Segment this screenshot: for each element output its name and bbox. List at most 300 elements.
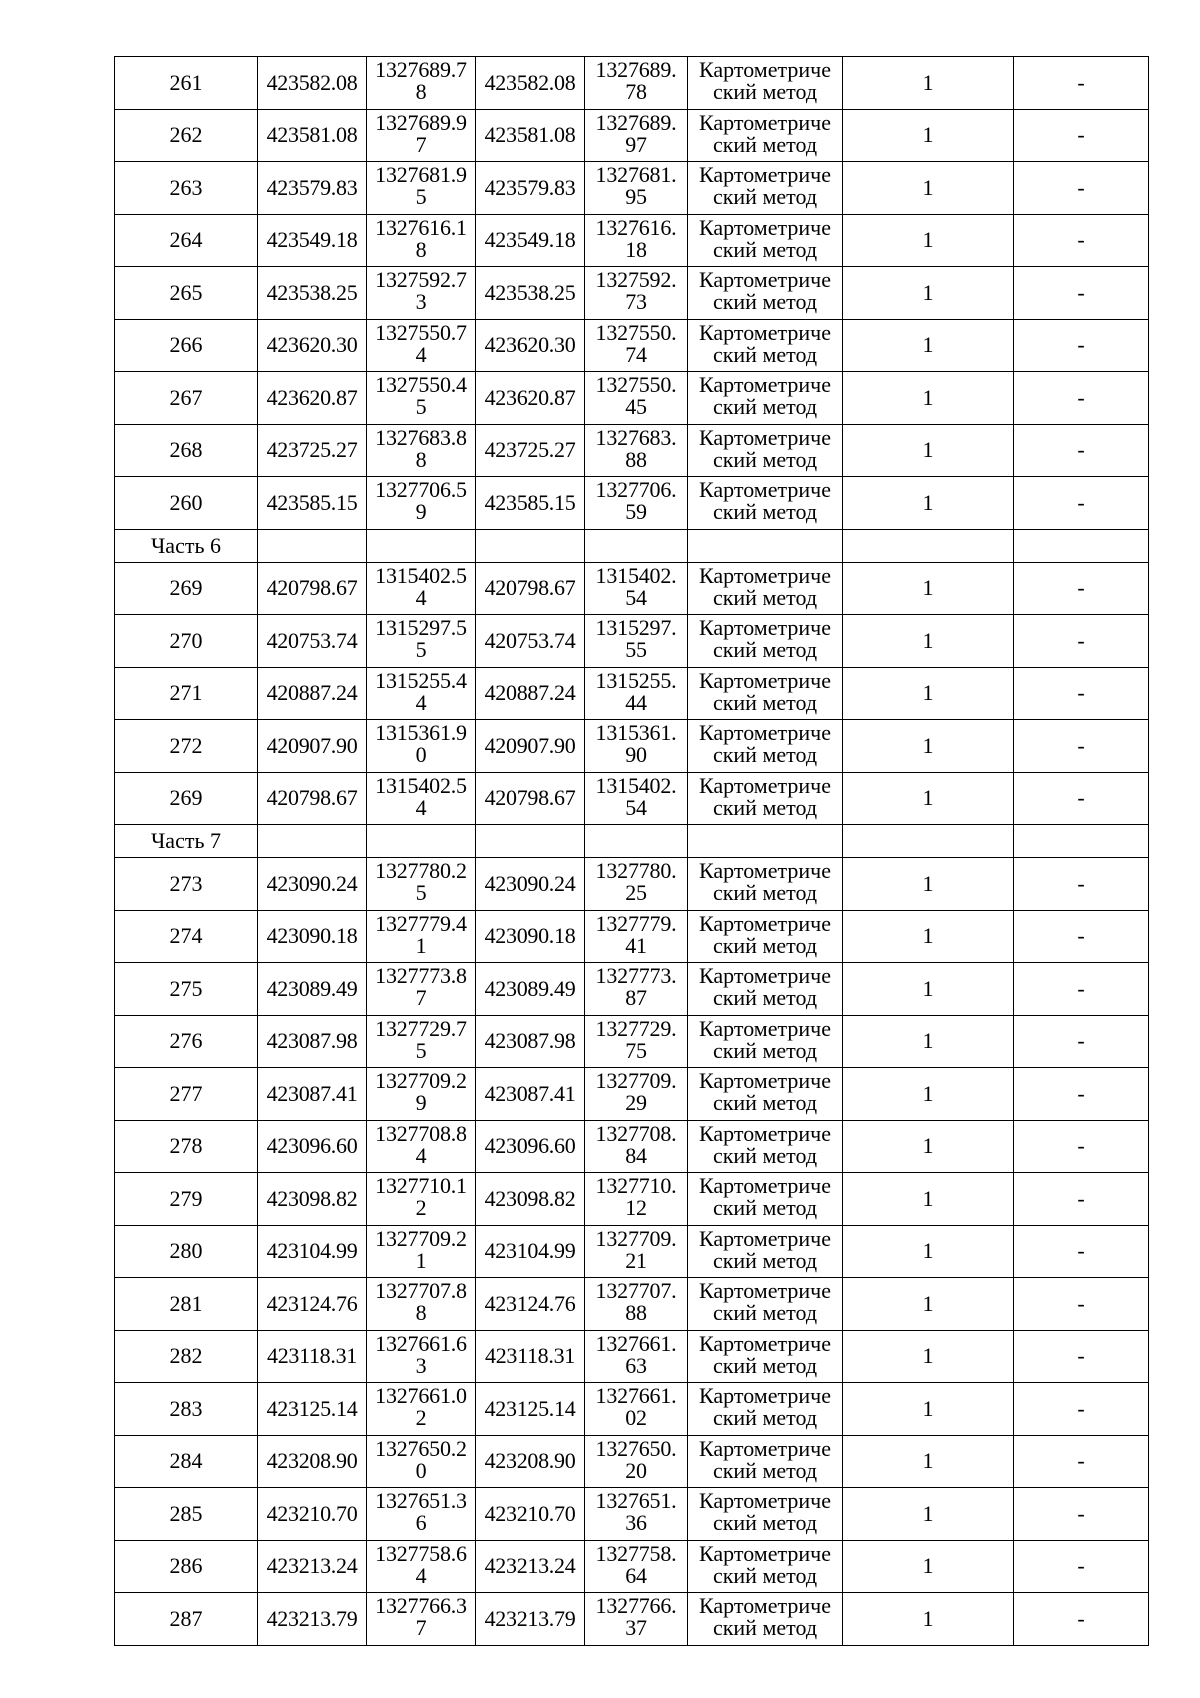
description-value: - <box>1014 1330 1149 1383</box>
method <box>688 772 843 825</box>
point-number: 279 <box>115 1173 258 1226</box>
y-coordinate-2 <box>585 1068 688 1121</box>
method <box>688 667 843 720</box>
y-coordinate <box>367 267 476 320</box>
method-line1: Картометриче <box>699 562 831 588</box>
table-row <box>115 772 1149 825</box>
y-coordinate-2-line2: 75 <box>625 1037 647 1063</box>
y-coordinate-2-line1: 1327780. <box>595 858 677 883</box>
x-coordinate: 423118.31 <box>258 1330 367 1383</box>
table-row <box>115 1330 1149 1383</box>
y-coordinate-line2: 2 <box>415 1195 427 1220</box>
point-number: 261 <box>115 57 258 110</box>
y-coordinate-2-line1: 1327709. <box>595 1068 677 1093</box>
point-number: 268 <box>115 424 258 477</box>
description-value: - <box>1014 720 1149 773</box>
y-coordinate-line2: 5 <box>415 184 427 209</box>
x-coordinate-2: 420907.90 <box>476 720 585 773</box>
y-coordinate-2-line1: 1327706. <box>595 477 677 502</box>
accuracy-value: 1 <box>843 162 1014 215</box>
method <box>688 858 843 911</box>
y-coordinate <box>367 615 476 668</box>
accuracy-value: 1 <box>843 1015 1014 1068</box>
table-row <box>115 667 1149 720</box>
method-line1: Картометриче <box>699 1488 831 1513</box>
method-line2: ский метод <box>712 1142 818 1168</box>
y-coordinate-line1: 1327689.9 <box>375 109 467 135</box>
accuracy-value: 1 <box>843 1383 1014 1436</box>
x-coordinate: 423210.70 <box>258 1488 367 1541</box>
table-row <box>115 319 1149 372</box>
y-coordinate-2-line2: 18 <box>625 236 647 262</box>
x-coordinate-2: 423104.99 <box>476 1225 585 1278</box>
accuracy-value: 1 <box>843 562 1014 615</box>
y-coordinate-2 <box>585 667 688 720</box>
y-coordinate-2-line1: 1327661. <box>595 1330 677 1356</box>
x-coordinate: 423549.18 <box>258 214 367 267</box>
point-number: 282 <box>115 1330 258 1383</box>
point-number: 260 <box>115 477 258 530</box>
accuracy-value: 1 <box>843 1173 1014 1226</box>
y-coordinate-2-line1: 1327661. <box>595 1383 677 1408</box>
method <box>688 1383 843 1436</box>
method-line1: Картометриче <box>699 319 831 345</box>
accuracy-value: 1 <box>843 267 1014 320</box>
point-number: 264 <box>115 214 258 267</box>
y-coordinate-2-line1: 1327758. <box>595 1540 677 1566</box>
y-coordinate-line1: 1327689.7 <box>375 57 467 82</box>
accuracy-value: 1 <box>843 1225 1014 1278</box>
y-coordinate-2 <box>585 1015 688 1068</box>
y-coordinate-2-line2: 90 <box>625 742 647 767</box>
y-coordinate-line2: 7 <box>415 985 427 1010</box>
y-coordinate <box>367 772 476 825</box>
description-value: - <box>1014 162 1149 215</box>
method <box>688 615 843 668</box>
table-row <box>115 109 1149 162</box>
y-coordinate-line2: 9 <box>415 499 427 524</box>
description-value: - <box>1014 1593 1149 1646</box>
y-coordinate-2-line2: 74 <box>625 341 647 367</box>
empty-cell <box>367 825 476 858</box>
y-coordinate-line2: 4 <box>415 341 427 367</box>
table-row <box>115 1068 1149 1121</box>
y-coordinate-2-line2: 63 <box>625 1352 647 1378</box>
table-row <box>115 910 1149 963</box>
y-coordinate <box>367 910 476 963</box>
description-value: - <box>1014 424 1149 477</box>
method <box>688 319 843 372</box>
method-line1: Картометриче <box>699 1593 831 1618</box>
y-coordinate-line2: 1 <box>415 932 427 958</box>
accuracy-value: 1 <box>843 963 1014 1016</box>
y-coordinate-2 <box>585 858 688 911</box>
empty-cell <box>585 825 688 858</box>
x-coordinate-2: 420753.74 <box>476 615 585 668</box>
y-coordinate-2-line1: 1315361. <box>595 720 677 745</box>
y-coordinate-line2: 3 <box>415 289 427 314</box>
empty-cell <box>585 529 688 562</box>
point-number: 275 <box>115 963 258 1016</box>
y-coordinate-2-line1: 1327773. <box>595 963 677 988</box>
y-coordinate-2 <box>585 1225 688 1278</box>
method-line2: ский метод <box>712 584 818 610</box>
y-coordinate-2-line1: 1327707. <box>595 1278 677 1303</box>
method-line2: ский метод <box>712 1510 818 1535</box>
y-coordinate-line1: 1327661.6 <box>375 1330 467 1356</box>
y-coordinate-line2: 4 <box>415 689 427 715</box>
x-coordinate-2: 423581.08 <box>476 109 585 162</box>
part-label: Часть 6 <box>115 529 258 562</box>
method <box>688 109 843 162</box>
point-number: 274 <box>115 910 258 963</box>
point-number: 280 <box>115 1225 258 1278</box>
y-coordinate <box>367 1120 476 1173</box>
y-coordinate <box>367 1488 476 1541</box>
y-coordinate-2-line2: 78 <box>625 79 647 104</box>
y-coordinate-2-line1: 1327689. <box>595 57 677 82</box>
method-line1: Картометриче <box>699 1068 831 1093</box>
y-coordinate-line1: 1315402.5 <box>375 562 467 588</box>
y-coordinate-2-line2: 54 <box>625 584 647 610</box>
y-coordinate-line2: 8 <box>415 446 427 472</box>
y-coordinate-2-line1: 1327779. <box>595 910 677 936</box>
method-line2: ский метод <box>712 794 818 820</box>
x-coordinate: 423620.30 <box>258 319 367 372</box>
y-coordinate-2-line1: 1315255. <box>595 667 677 693</box>
method-line1: Картометриче <box>699 162 831 187</box>
y-coordinate-2-line1: 1327766. <box>595 1593 677 1618</box>
y-coordinate-line2: 9 <box>415 1090 427 1115</box>
method-line2: ский метод <box>712 79 818 104</box>
method-line2: ский метод <box>712 1090 818 1115</box>
x-coordinate-2: 420798.67 <box>476 562 585 615</box>
description-value: - <box>1014 1015 1149 1068</box>
method <box>688 1225 843 1278</box>
accuracy-value: 1 <box>843 1540 1014 1593</box>
y-coordinate-2-line1: 1327650. <box>595 1435 677 1461</box>
method-line1: Картометриче <box>699 720 831 745</box>
x-coordinate: 423087.41 <box>258 1068 367 1121</box>
y-coordinate-line2: 3 <box>415 1352 427 1378</box>
method <box>688 1593 843 1646</box>
table-row <box>115 57 1149 110</box>
y-coordinate <box>367 1593 476 1646</box>
method <box>688 720 843 773</box>
x-coordinate-2: 423208.90 <box>476 1435 585 1488</box>
table-row <box>115 214 1149 267</box>
accuracy-value: 1 <box>843 1330 1014 1383</box>
empty-cell <box>688 825 843 858</box>
x-coordinate-2: 423090.24 <box>476 858 585 911</box>
point-number: 271 <box>115 667 258 720</box>
y-coordinate-line1: 1327708.8 <box>375 1120 467 1146</box>
y-coordinate-2 <box>585 963 688 1016</box>
y-coordinate-line2: 8 <box>415 79 427 104</box>
y-coordinate-2-line2: 84 <box>625 1142 647 1168</box>
y-coordinate-2-line2: 44 <box>625 689 647 715</box>
y-coordinate <box>367 319 476 372</box>
y-coordinate-2 <box>585 1593 688 1646</box>
x-coordinate: 420798.67 <box>258 562 367 615</box>
y-coordinate-2 <box>585 910 688 963</box>
y-coordinate-2-line2: 25 <box>625 880 647 905</box>
description-value: - <box>1014 214 1149 267</box>
description-value: - <box>1014 1488 1149 1541</box>
y-coordinate-2 <box>585 57 688 110</box>
table-row <box>115 1015 1149 1068</box>
y-coordinate <box>367 1435 476 1488</box>
y-coordinate-line1: 1315361.9 <box>375 720 467 745</box>
point-number: 284 <box>115 1435 258 1488</box>
description-value: - <box>1014 858 1149 911</box>
y-coordinate-2 <box>585 162 688 215</box>
table-row <box>115 162 1149 215</box>
y-coordinate-2-line2: 21 <box>625 1247 647 1273</box>
method-line2: ский метод <box>712 499 818 524</box>
y-coordinate-2 <box>585 1435 688 1488</box>
method <box>688 1278 843 1331</box>
table-row <box>115 963 1149 1016</box>
table-row <box>115 1593 1149 1646</box>
method-line2: ский метод <box>712 1195 818 1220</box>
method <box>688 162 843 215</box>
x-coordinate: 423090.18 <box>258 910 367 963</box>
method-line1: Картометриче <box>699 372 831 397</box>
method <box>688 562 843 615</box>
accuracy-value: 1 <box>843 1278 1014 1331</box>
y-coordinate-2-line1: 1327729. <box>595 1015 677 1041</box>
y-coordinate-line1: 1315297.5 <box>375 615 467 640</box>
x-coordinate-2: 423124.76 <box>476 1278 585 1331</box>
y-coordinate <box>367 667 476 720</box>
description-value: - <box>1014 1278 1149 1331</box>
x-coordinate-2: 423210.70 <box>476 1488 585 1541</box>
y-coordinate-2-line1: 1315402. <box>595 772 677 798</box>
y-coordinate-2 <box>585 319 688 372</box>
method-line2: ский метод <box>712 1457 818 1483</box>
y-coordinate-line1: 1327709.2 <box>375 1068 467 1093</box>
point-number: 276 <box>115 1015 258 1068</box>
description-value: - <box>1014 477 1149 530</box>
empty-cell <box>476 529 585 562</box>
y-coordinate <box>367 963 476 1016</box>
table-body <box>115 57 1149 1646</box>
y-coordinate-line1: 1327592.7 <box>375 267 467 292</box>
y-coordinate-line1: 1327766.3 <box>375 1593 467 1618</box>
x-coordinate: 423213.24 <box>258 1540 367 1593</box>
table-row <box>115 424 1149 477</box>
y-coordinate-2-line2: 87 <box>625 985 647 1010</box>
accuracy-value: 1 <box>843 1435 1014 1488</box>
accuracy-value: 1 <box>843 615 1014 668</box>
y-coordinate-2 <box>585 1383 688 1436</box>
point-number: 283 <box>115 1383 258 1436</box>
accuracy-value: 1 <box>843 214 1014 267</box>
x-coordinate-2: 423620.30 <box>476 319 585 372</box>
description-value: - <box>1014 772 1149 825</box>
description-value: - <box>1014 1068 1149 1121</box>
x-coordinate-2: 423585.15 <box>476 477 585 530</box>
table-row <box>115 1225 1149 1278</box>
y-coordinate <box>367 1068 476 1121</box>
y-coordinate <box>367 1225 476 1278</box>
y-coordinate <box>367 477 476 530</box>
description-value: - <box>1014 1540 1149 1593</box>
method <box>688 214 843 267</box>
method-line1: Картометриче <box>699 267 831 292</box>
empty-cell <box>688 529 843 562</box>
x-coordinate: 423089.49 <box>258 963 367 1016</box>
accuracy-value: 1 <box>843 109 1014 162</box>
y-coordinate <box>367 858 476 911</box>
description-value: - <box>1014 1120 1149 1173</box>
method-line2: ский метод <box>712 985 818 1010</box>
y-coordinate-line2: 1 <box>415 1247 427 1273</box>
point-number: 286 <box>115 1540 258 1593</box>
description-value: - <box>1014 615 1149 668</box>
y-coordinate-line1: 1315402.5 <box>375 772 467 798</box>
point-number: 269 <box>115 772 258 825</box>
part-header-row <box>115 825 1149 858</box>
y-coordinate-2-line2: 88 <box>625 1300 647 1325</box>
y-coordinate-2-line2: 88 <box>625 446 647 472</box>
y-coordinate-2 <box>585 214 688 267</box>
y-coordinate-line2: 5 <box>415 637 427 662</box>
y-coordinate-line2: 4 <box>415 1142 427 1168</box>
empty-cell <box>258 529 367 562</box>
y-coordinate-2-line1: 1327710. <box>595 1173 677 1198</box>
y-coordinate-line2: 5 <box>415 880 427 905</box>
y-coordinate <box>367 372 476 425</box>
description-value: - <box>1014 372 1149 425</box>
method-line2: ский метод <box>712 880 818 905</box>
x-coordinate-2: 423096.60 <box>476 1120 585 1173</box>
point-number: 270 <box>115 615 258 668</box>
y-coordinate-line1: 1327707.8 <box>375 1278 467 1303</box>
method-line2: ский метод <box>712 1405 818 1430</box>
y-coordinate-line1: 1315255.4 <box>375 667 467 693</box>
point-number: 263 <box>115 162 258 215</box>
y-coordinate-line1: 1327779.4 <box>375 910 467 936</box>
y-coordinate-2 <box>585 109 688 162</box>
table-row <box>115 1120 1149 1173</box>
y-coordinate-line1: 1327681.9 <box>375 162 467 187</box>
y-coordinate-2-line1: 1327550. <box>595 319 677 345</box>
description-value: - <box>1014 963 1149 1016</box>
x-coordinate: 423208.90 <box>258 1435 367 1488</box>
x-coordinate-2: 423090.18 <box>476 910 585 963</box>
y-coordinate <box>367 1173 476 1226</box>
method-line2: ский метод <box>712 1352 818 1378</box>
method-line2: ский метод <box>712 341 818 367</box>
y-coordinate-line2: 0 <box>415 1457 427 1483</box>
y-coordinate-2-line2: 97 <box>625 131 647 157</box>
x-coordinate: 423581.08 <box>258 109 367 162</box>
y-coordinate-2-line1: 1315297. <box>595 615 677 640</box>
x-coordinate: 423579.83 <box>258 162 367 215</box>
part-header-row <box>115 529 1149 562</box>
description-value: - <box>1014 1225 1149 1278</box>
y-coordinate-line2: 6 <box>415 1510 427 1535</box>
description-value: - <box>1014 267 1149 320</box>
empty-cell <box>258 825 367 858</box>
y-coordinate-2-line2: 37 <box>625 1615 647 1640</box>
y-coordinate-line1: 1327650.2 <box>375 1435 467 1461</box>
accuracy-value: 1 <box>843 424 1014 477</box>
x-coordinate-2: 420887.24 <box>476 667 585 720</box>
x-coordinate-2: 423125.14 <box>476 1383 585 1436</box>
y-coordinate-line2: 8 <box>415 1300 427 1325</box>
description-value: - <box>1014 562 1149 615</box>
y-coordinate-2-line2: 95 <box>625 184 647 209</box>
description-value: - <box>1014 667 1149 720</box>
y-coordinate <box>367 1383 476 1436</box>
table-row <box>115 267 1149 320</box>
x-coordinate: 423125.14 <box>258 1383 367 1436</box>
x-coordinate: 423725.27 <box>258 424 367 477</box>
method-line2: ский метод <box>712 1562 818 1588</box>
method <box>688 57 843 110</box>
y-coordinate <box>367 162 476 215</box>
empty-cell <box>367 529 476 562</box>
x-coordinate-2: 423549.18 <box>476 214 585 267</box>
y-coordinate <box>367 1278 476 1331</box>
y-coordinate-line2: 4 <box>415 584 427 610</box>
y-coordinate-2-line1: 1327683. <box>595 424 677 450</box>
method-line2: ский метод <box>712 289 818 314</box>
y-coordinate-2-line1: 1327681. <box>595 162 677 187</box>
method-line1: Картометриче <box>699 57 831 82</box>
method-line2: ский метод <box>712 394 818 419</box>
method <box>688 1173 843 1226</box>
method <box>688 267 843 320</box>
table-row <box>115 1435 1149 1488</box>
method-line2: ский метод <box>712 1615 818 1640</box>
method-line1: Картометриче <box>699 1173 831 1198</box>
x-coordinate: 423098.82 <box>258 1173 367 1226</box>
description-value: - <box>1014 57 1149 110</box>
point-number: 266 <box>115 319 258 372</box>
x-coordinate-2: 423118.31 <box>476 1330 585 1383</box>
point-number: 269 <box>115 562 258 615</box>
method-line1: Картометриче <box>699 1435 831 1461</box>
method-line1: Картометриче <box>699 1278 831 1303</box>
y-coordinate-2 <box>585 615 688 668</box>
point-number: 287 <box>115 1593 258 1646</box>
x-coordinate: 423087.98 <box>258 1015 367 1068</box>
x-coordinate: 420753.74 <box>258 615 367 668</box>
method-line1: Картометриче <box>699 109 831 135</box>
method-line1: Картометриче <box>699 477 831 502</box>
table-row <box>115 477 1149 530</box>
y-coordinate <box>367 57 476 110</box>
x-coordinate-2: 423087.98 <box>476 1015 585 1068</box>
x-coordinate-2: 423620.87 <box>476 372 585 425</box>
y-coordinate-2 <box>585 1278 688 1331</box>
point-number: 285 <box>115 1488 258 1541</box>
method <box>688 1120 843 1173</box>
method-line1: Картометриче <box>699 910 831 936</box>
point-number: 277 <box>115 1068 258 1121</box>
y-coordinate-2-line2: 12 <box>625 1195 647 1220</box>
y-coordinate-2-line2: 29 <box>625 1090 647 1115</box>
y-coordinate <box>367 109 476 162</box>
point-number: 262 <box>115 109 258 162</box>
y-coordinate <box>367 1015 476 1068</box>
y-coordinate-2 <box>585 1488 688 1541</box>
accuracy-value: 1 <box>843 1120 1014 1173</box>
